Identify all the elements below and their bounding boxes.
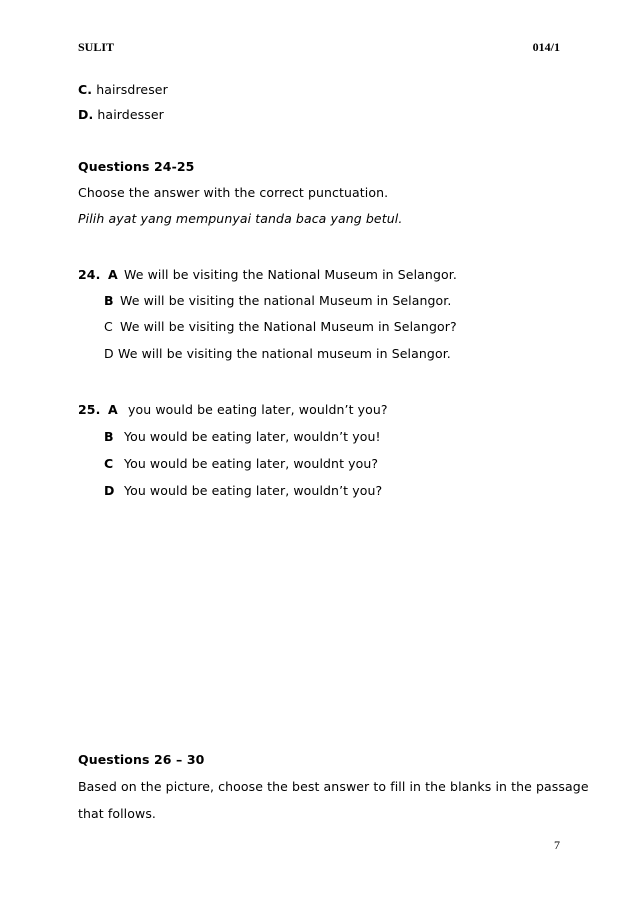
instruction-english: Choose the answer with the correct punctuation. bbox=[78, 185, 389, 200]
header-right: 014/1 bbox=[532, 40, 560, 54]
q24-option-d bbox=[104, 346, 451, 361]
option-letter: D bbox=[104, 483, 115, 498]
question-number: 25. bbox=[78, 402, 101, 417]
option-letter: C bbox=[104, 319, 113, 334]
prev-option-d bbox=[78, 107, 164, 122]
q24-option-b bbox=[104, 293, 451, 308]
instruction-malay: Pilih ayat yang mempunyai tanda baca yang betul. bbox=[78, 211, 403, 226]
option-text: You would be eating later, wouldnt you? bbox=[124, 456, 379, 471]
question-number: 24. bbox=[78, 267, 101, 282]
instruction-line-1: Based on the picture, choose the best answer to fill in the blanks in the passage bbox=[78, 779, 589, 794]
prev-option-c bbox=[78, 82, 168, 97]
q24-option-c bbox=[104, 319, 457, 334]
option-letter: D bbox=[104, 346, 114, 361]
option-letter: C. bbox=[78, 82, 93, 97]
option-text: hairdesser bbox=[97, 107, 164, 122]
option-text: We will be visiting the national Museum in Selangor. bbox=[120, 293, 452, 308]
q24-option-a bbox=[78, 267, 457, 282]
page-number: 7 bbox=[554, 838, 560, 852]
q25-option-d bbox=[104, 483, 382, 498]
option-letter: C bbox=[104, 456, 114, 471]
option-text: We will be visiting the National Museum in Selangor. bbox=[124, 267, 457, 282]
option-text: hairsdreser bbox=[96, 82, 168, 97]
option-letter: B bbox=[104, 293, 114, 308]
option-text: You would be eating later, wouldn’t you! bbox=[124, 429, 381, 444]
header-left: SULIT bbox=[78, 40, 115, 54]
q25-option-c bbox=[104, 456, 378, 471]
q25-option-a bbox=[78, 402, 388, 417]
q25-option-b bbox=[104, 429, 381, 444]
option-text: you would be eating later, wouldn’t you? bbox=[128, 402, 388, 417]
option-letter: D. bbox=[78, 107, 94, 122]
option-letter: A bbox=[108, 267, 118, 282]
option-text: You would be eating later, wouldn’t you? bbox=[124, 483, 383, 498]
section-title-26-30: Questions 26 – 30 bbox=[78, 752, 205, 767]
option-letter: B bbox=[104, 429, 114, 444]
instruction-line-2: that follows. bbox=[78, 806, 157, 821]
option-text: We will be visiting the national museum in Selangor. bbox=[118, 346, 451, 361]
option-letter: A bbox=[108, 402, 118, 417]
section-title-24-25: Questions 24-25 bbox=[78, 159, 195, 174]
option-text: We will be visiting the National Museum in Selangor? bbox=[120, 319, 457, 334]
